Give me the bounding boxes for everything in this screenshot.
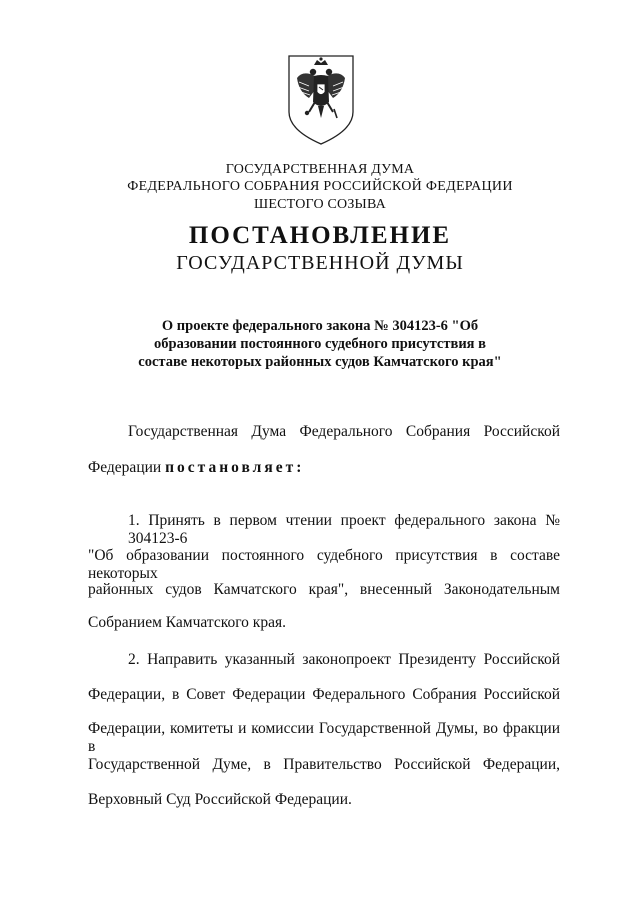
- item-1-line: 1. Принять в первом чтении проект федерального закона № 304123-6: [128, 512, 560, 547]
- subject-line: О проекте федерального закона № 304123-6 "Об: [161, 318, 479, 334]
- item-1-line: Собранием Камчатского края.: [88, 614, 286, 631]
- item-1-line: районных судов Камчатского края", внесенный Законодательным: [88, 581, 560, 598]
- org-name-line-2: ФЕДЕРАЛЬНОГО СОБРАНИЯ РОССИЙСКОЙ ФЕДЕРАЦИИ: [127, 179, 513, 194]
- item-2-line: Федерации, комитеты и комиссии Государственной Думы, во фракции в: [88, 720, 560, 755]
- preamble-line: [88, 459, 304, 477]
- item-2-line: Верховный Суд Российской Федерации.: [88, 791, 352, 808]
- resolves-verb: постановляет:: [165, 459, 305, 476]
- convocation-line: ШЕСТОГО СОЗЫВА: [254, 197, 386, 212]
- document-type-title: ПОСТАНОВЛЕНИЕ: [188, 222, 452, 249]
- subject-line: образовании постоянного судебного присутствия в: [154, 336, 486, 352]
- item-2-line: Федерации, в Совет Федерации Федерального Собрания Российской: [88, 686, 560, 703]
- preamble-line: Государственная Дума Федерального Собрания Российской: [128, 423, 560, 440]
- org-name-line-1: ГОСУДАРСТВЕННАЯ ДУМА: [225, 162, 415, 177]
- document-type-subtitle: ГОСУДАРСТВЕННОЙ ДУМЫ: [176, 252, 464, 274]
- resolution-subject: [100, 317, 540, 371]
- russian-coat-of-arms-icon: [285, 52, 357, 148]
- item-2-line: 2. Направить указанный законопроект Президенту Российской: [128, 651, 560, 668]
- preamble-text: Федерации: [88, 459, 162, 476]
- item-1-line: "Об образовании постоянного судебного присутствия в составе некоторых: [88, 547, 560, 582]
- subject-line: составе некоторых районных судов Камчатского края": [138, 354, 502, 370]
- item-2-line: Государственной Думе, в Правительство Российской Федерации,: [88, 756, 560, 773]
